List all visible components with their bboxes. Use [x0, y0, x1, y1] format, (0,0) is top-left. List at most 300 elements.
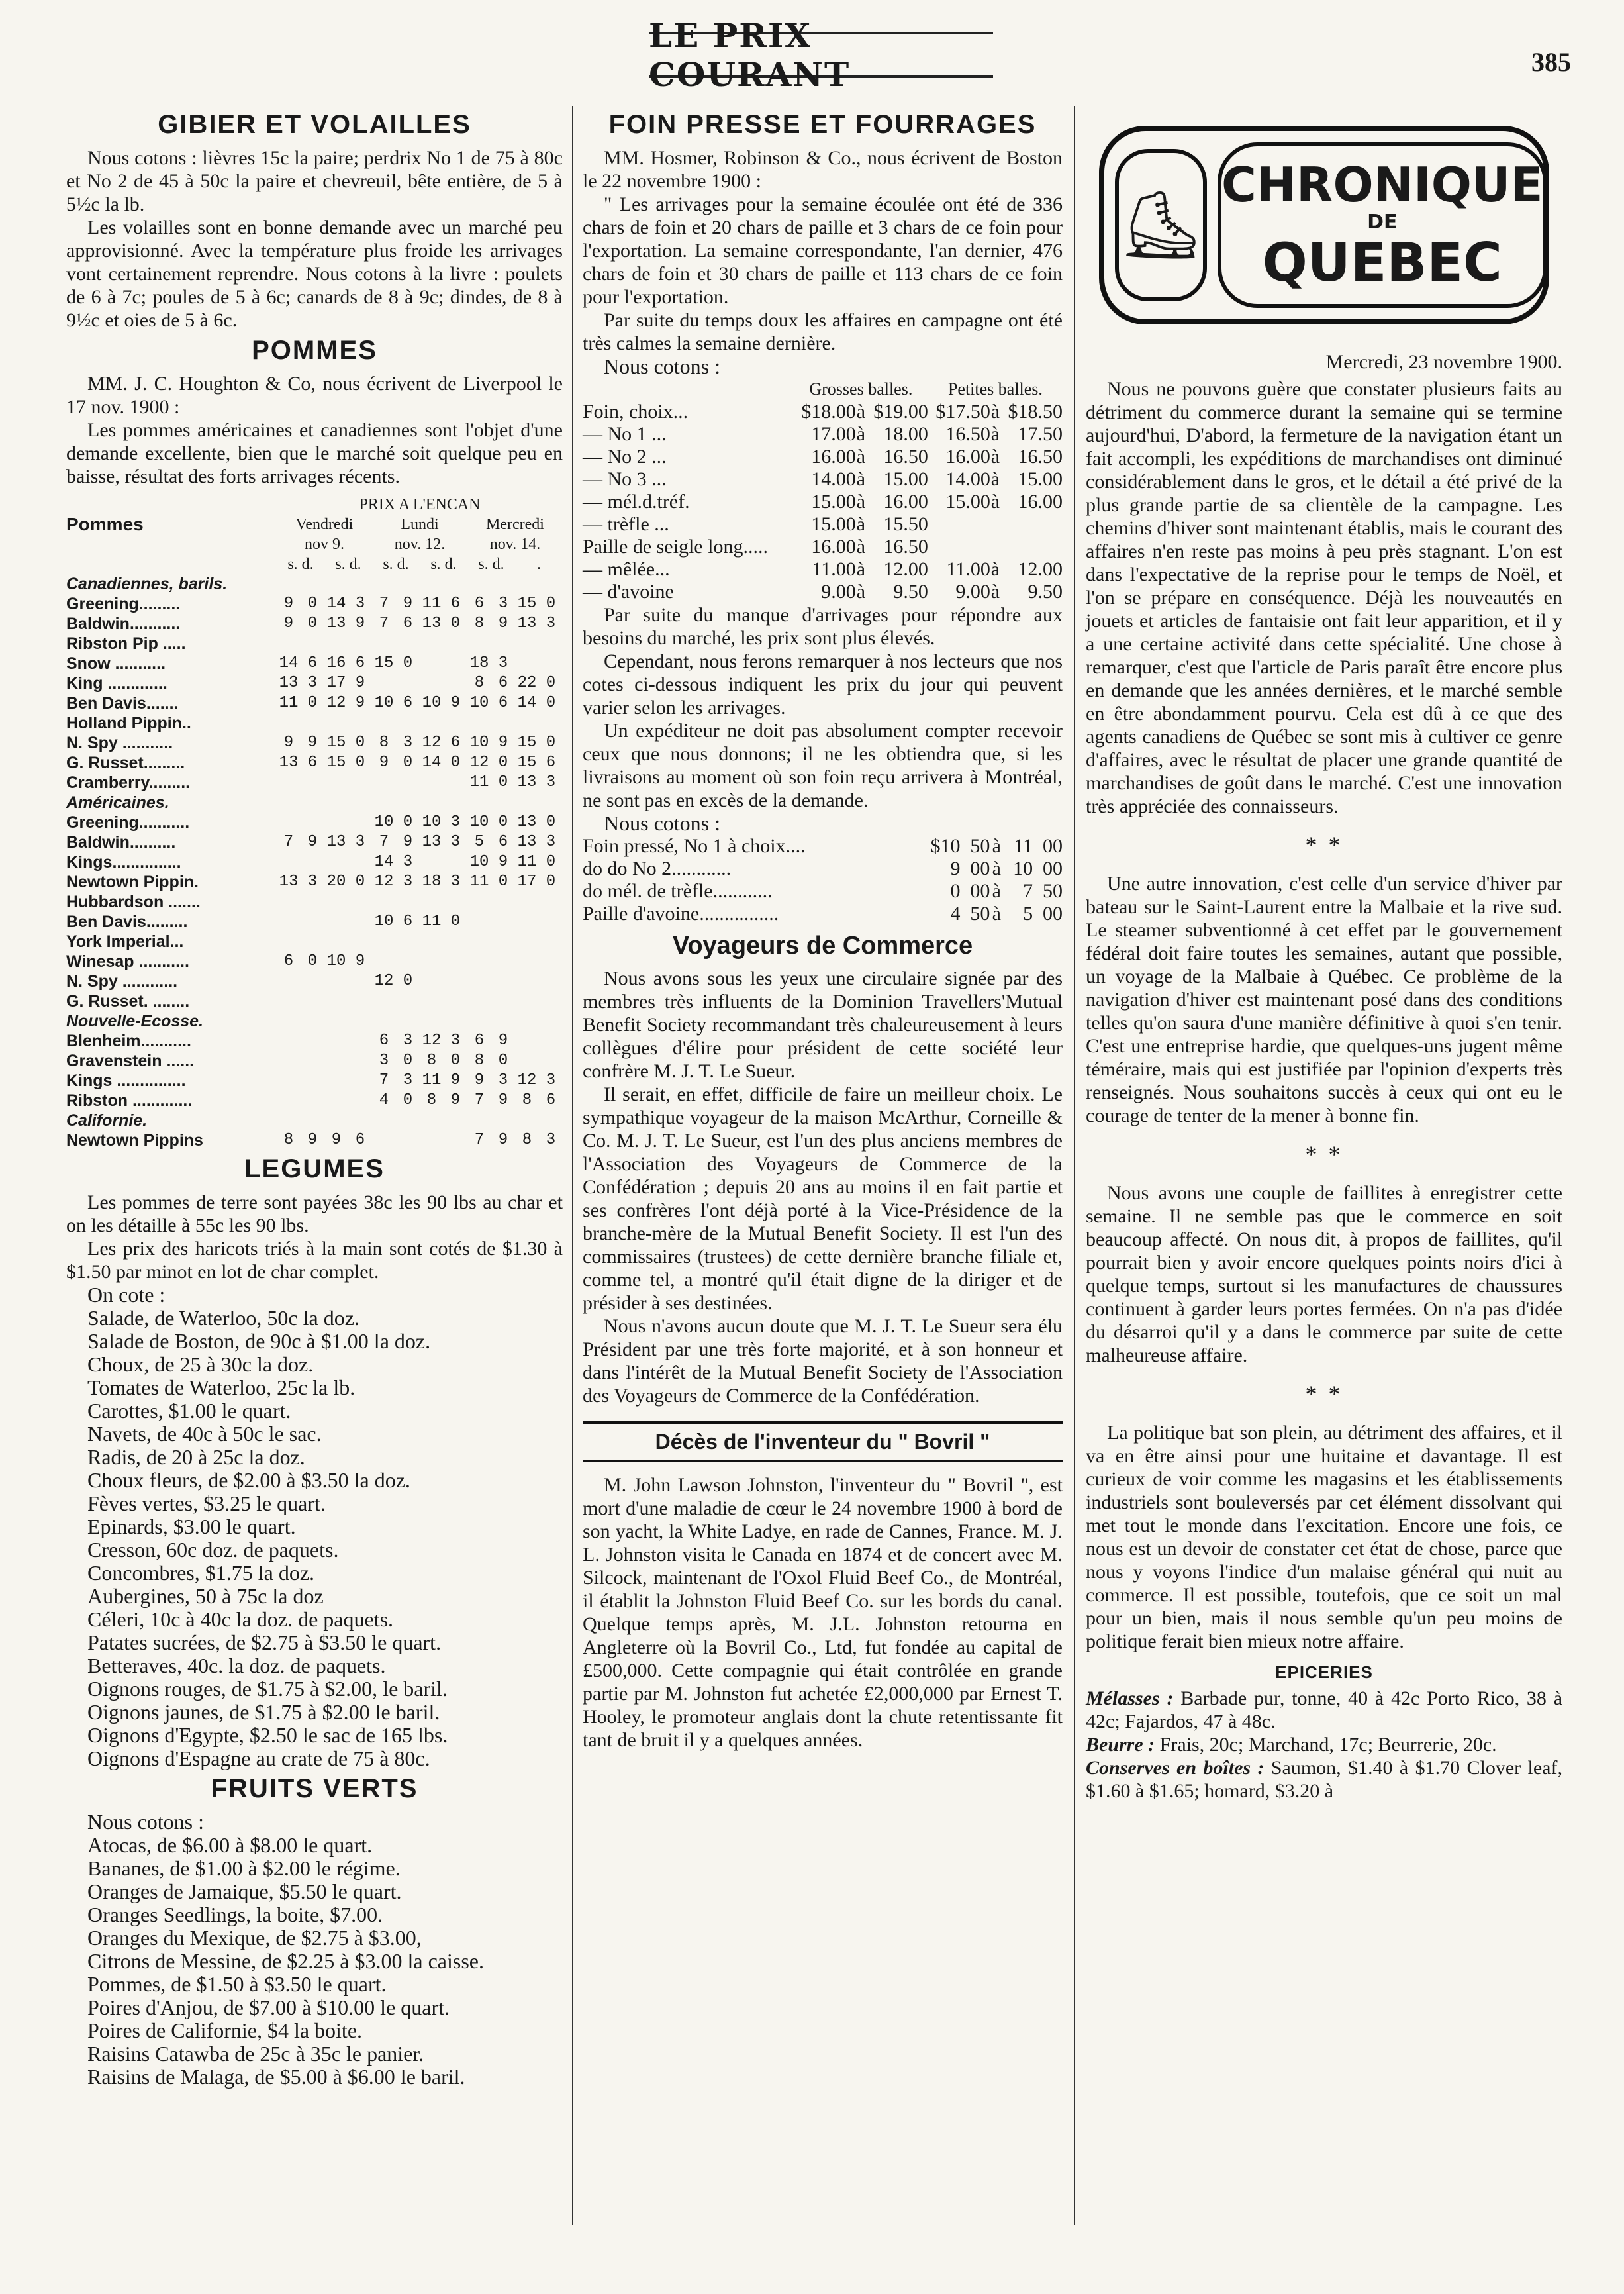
- price-cell: 9.00: [821, 581, 856, 603]
- price-cell: [539, 912, 563, 932]
- price-cell: à: [990, 468, 1000, 490]
- list-item: Fèves vertes, $3.25 le quart.: [87, 1492, 326, 1515]
- price-cell: 9: [307, 734, 318, 752]
- price-cell: 0: [450, 615, 461, 632]
- price-cell: 12: [422, 1032, 442, 1050]
- price-cell: 0: [498, 754, 508, 772]
- paragraph: Les pommes américaines et canadiennes sont l'objet d'une demande excellente, bien que le marché soit quelque peu en baisse, résultat des forts arrivages récents.: [66, 419, 563, 487]
- price-cell: 0: [403, 654, 413, 672]
- price-cell: [1000, 536, 1063, 558]
- price-cell: 15.00: [945, 491, 990, 513]
- hay-grade: Paille d'avoine................: [583, 903, 779, 924]
- price-cell: [539, 892, 563, 912]
- price-cell: 0: [498, 873, 508, 891]
- price-cell: [539, 952, 563, 972]
- variety-name: Greening.........: [66, 595, 181, 613]
- table-header-pommes: Pommes: [66, 514, 144, 534]
- price-cell: [277, 912, 301, 932]
- price-cell: [491, 634, 515, 654]
- price-cell: [467, 912, 491, 932]
- price-cell: [539, 1051, 563, 1071]
- price-cell: 0: [403, 754, 413, 772]
- price-cell: 10: [469, 813, 489, 831]
- price-cell: 6: [498, 674, 508, 692]
- price-cell: 9: [283, 734, 294, 752]
- price-cell: 8: [379, 734, 389, 752]
- price-cell: [372, 634, 396, 654]
- price-cell: [444, 634, 467, 654]
- price-cell: 13: [422, 615, 442, 632]
- price-cell: à: [856, 423, 866, 445]
- price-cell: 0: [403, 972, 413, 990]
- legumes-list: [66, 1307, 563, 1770]
- variety-name: Kings ...............: [66, 1072, 186, 1090]
- list-item: Raisins de Malaga, de $5.00 à $6.00 le baril.: [87, 2066, 465, 2089]
- variety-name: York Imperial...: [66, 932, 184, 951]
- masthead: [0, 0, 1624, 94]
- price-cell: [348, 813, 372, 832]
- price-cell: 9: [498, 734, 508, 752]
- list-item: Céleri, 10c à 40c la doz. de paquets.: [87, 1608, 394, 1631]
- separator-stars: * *: [1305, 832, 1343, 858]
- variety-name: Hubbardson .......: [66, 893, 201, 911]
- price-cell: [467, 892, 491, 912]
- table-row: [66, 991, 563, 1011]
- price-cell: 14: [374, 853, 394, 871]
- price-cell: [444, 773, 467, 793]
- price-cell: 18: [422, 873, 442, 891]
- price-cell: [539, 972, 563, 991]
- hay-grade: — trèfle ...: [583, 513, 669, 535]
- table-row: [66, 872, 563, 892]
- price-cell: [348, 852, 372, 872]
- list-item: Radis, de 20 à 25c la doz.: [87, 1446, 305, 1469]
- price-cell: 9.50: [893, 581, 928, 603]
- hay-grade: — No 1 ...: [583, 423, 667, 445]
- price-cell: $18.00: [801, 401, 856, 423]
- price-cell: 15: [326, 754, 346, 772]
- price-cell: [348, 1071, 372, 1091]
- price-cell: 3: [403, 1032, 413, 1050]
- price-cell: 16.50: [1018, 446, 1063, 468]
- price-cell: [324, 813, 348, 832]
- list-item: Pommes, de $1.50 à $3.50 le quart.: [87, 1973, 387, 1996]
- column-2: [583, 106, 1063, 1752]
- table-row: [66, 693, 563, 713]
- list-item: Aubergines, 50 à 75c la doz: [87, 1585, 324, 1608]
- price-cell: 9.50: [1027, 581, 1063, 603]
- table-row: [583, 558, 1063, 581]
- table-row: [66, 1051, 563, 1071]
- price-cell: 12: [517, 1072, 537, 1089]
- price-cell: 14: [279, 654, 299, 672]
- price-cell: 13: [326, 615, 346, 632]
- price-cell: [324, 1071, 348, 1091]
- price-cell: 0: [450, 1052, 461, 1070]
- price-cell: [277, 1031, 301, 1051]
- price-cell: à: [992, 835, 1001, 857]
- chronique-header: [1099, 126, 1549, 324]
- price-cell: [444, 952, 467, 972]
- chronique-title-line: QUEBEC: [1262, 232, 1502, 293]
- price-cell: [928, 513, 990, 536]
- price-cell: [277, 932, 301, 952]
- price-cell: [420, 952, 444, 972]
- price-cell: 0: [498, 1052, 508, 1070]
- price-cell: [420, 773, 444, 793]
- price-cell: à: [856, 558, 866, 580]
- list-item: Poires d'Anjou, de $7.00 à $10.00 le quart.: [87, 1996, 450, 2019]
- price-cell: [324, 713, 348, 733]
- price-cell: [467, 713, 491, 733]
- price-cell: 6: [474, 595, 485, 613]
- price-cell: 15: [517, 734, 537, 752]
- price-cell: 12: [469, 754, 489, 772]
- price-cell: à: [992, 903, 1001, 924]
- table-row: [583, 880, 1063, 903]
- day-header: Mercredi: [486, 516, 544, 533]
- price-cell: 6: [307, 654, 318, 672]
- list-item: Poires de Californie, $4 la boite.: [87, 2019, 363, 2042]
- price-cell: [990, 513, 1000, 536]
- price-cell: [491, 972, 515, 991]
- price-cell: [372, 932, 396, 952]
- apple-price-table: [66, 495, 563, 1150]
- price-cell: [301, 634, 324, 654]
- price-cell: 10: [374, 913, 394, 930]
- price-cell: [324, 912, 348, 932]
- price-cell: 4: [950, 903, 961, 924]
- price-cell: [444, 892, 467, 912]
- variety-name: Cramberry.........: [66, 773, 191, 792]
- price-cell: 9: [450, 1091, 461, 1109]
- price-cell: à: [990, 423, 1000, 445]
- hay-grade: Foin, choix...: [583, 401, 689, 423]
- hay-grade: — mêlée...: [583, 558, 670, 580]
- price-cell: 9: [379, 754, 389, 772]
- price-cell: [491, 912, 515, 932]
- price-cell: [324, 1031, 348, 1051]
- price-cell: 9.00: [955, 581, 990, 603]
- price-cell: 13: [422, 833, 442, 851]
- hay-grade: do mél. de trèfle............: [583, 880, 773, 902]
- variety-name: Winesap ...........: [66, 952, 189, 971]
- price-cell: 16.00: [1018, 491, 1063, 513]
- price-cell: [539, 1031, 563, 1051]
- price-cell: 15.00: [883, 468, 928, 490]
- price-cell: 15.50: [883, 513, 928, 535]
- price-cell: 9: [950, 858, 961, 879]
- price-cell: 6: [283, 952, 294, 970]
- item-text: Saumon, $1.40 à $1.70 Clover leaf, $1.60 à $1.65; homard, $3.20 à: [1086, 1757, 1562, 1802]
- price-cell: 9: [331, 1131, 342, 1149]
- price-cell: [420, 852, 444, 872]
- price-cell: [444, 991, 467, 1011]
- price-cell: [420, 673, 444, 693]
- price-cell: [348, 972, 372, 991]
- price-cell: [372, 1130, 396, 1150]
- table-row: [66, 892, 563, 912]
- price-cell: [277, 1051, 301, 1071]
- price-cell: à: [856, 491, 866, 513]
- variety-name: G. Russet. ........: [66, 992, 190, 1011]
- variety-name: N. Spy ...........: [66, 734, 173, 752]
- price-cell: [372, 952, 396, 972]
- table-row: [66, 673, 563, 693]
- variety-name: Baldwin..........: [66, 833, 176, 852]
- price-cell: 9: [403, 595, 413, 613]
- paragraph: [1086, 1733, 1562, 1756]
- unit-header: .: [537, 556, 541, 573]
- price-cell: 3: [355, 833, 365, 851]
- skater-illustration-icon: ⛸: [1115, 149, 1207, 301]
- price-cell: 0: [546, 674, 556, 692]
- price-cell: 0: [307, 595, 318, 613]
- price-cell: à: [990, 446, 1000, 468]
- table-row: [66, 952, 563, 972]
- price-cell: 15.00: [1018, 468, 1063, 490]
- price-cell: 9: [450, 694, 461, 712]
- price-cell: [301, 932, 324, 952]
- section-title-fruits: FRUITS VERTS: [211, 1774, 418, 1803]
- table-row: [583, 513, 1063, 536]
- table-row: [583, 446, 1063, 468]
- separator-stars: * *: [1305, 1381, 1343, 1407]
- price-cell: [277, 1091, 301, 1111]
- price-cell: 16.00: [811, 536, 856, 558]
- list-intro: On cote :: [87, 1283, 166, 1307]
- price-cell: 7: [1023, 880, 1033, 902]
- price-cell: [420, 932, 444, 952]
- price-cell: à: [856, 446, 866, 468]
- price-cell: 0: [403, 1091, 413, 1109]
- price-cell: à: [990, 581, 1000, 603]
- price-cell: 9: [307, 833, 318, 851]
- paragraph: Un expéditeur ne doit pas absolument compter recevoir ceux que nous donnons; il ne les obtiendra que, si les livraisons au moment où son foin reçu arrivera à Montréal, ne sont pas en excès de la demande.: [583, 720, 1063, 811]
- price-cell: [324, 1091, 348, 1111]
- table-row: [583, 835, 1063, 858]
- list-item: Salade, de Waterloo, 50c la doz.: [87, 1307, 359, 1330]
- price-cell: 16.00: [883, 491, 928, 513]
- hay-grade: — No 3 ...: [583, 468, 667, 490]
- price-cell: 5: [1023, 903, 1033, 924]
- price-cell: 15.00: [811, 491, 856, 513]
- price-cell: 3: [546, 773, 556, 791]
- list-item: Raisins Catawba de 25c à 35c le panier.: [87, 2042, 424, 2066]
- item-text: Frais, 20c; Marchand, 17c; Beurrerie, 20c.: [1159, 1734, 1497, 1756]
- list-item: Oranges de Jamaique, $5.50 le quart.: [87, 1880, 402, 1903]
- price-cell: 00: [1043, 858, 1063, 879]
- variety-name: Greening...........: [66, 813, 190, 832]
- list-item: Oignons rouges, de $1.75 à $2.00, le baril.: [87, 1677, 448, 1701]
- price-cell: 3: [546, 1072, 556, 1089]
- price-cell: 12: [374, 972, 394, 990]
- table-row: [66, 1091, 563, 1111]
- paragraph: Nous avons une couple de faillites à enregistrer cette semaine. Il ne semble pas que le commerce en soit beaucoup affecté. On nous dit, à propos de faillites, qu'il pourrait bien y avoir encore quelques points noirs d'ici à quelque temps, surtout si les manufactures de chaussures continuent à garder leurs portes fermées. On n'a pas d'idée du désarroi qu'il y a dans le commerce par suite de cette malheureuse affaire.: [1086, 1182, 1562, 1366]
- price-cell: [324, 972, 348, 991]
- paragraph: MM. Hosmer, Robinson & Co., nous écrivent de Boston le 22 novembre 1900 :: [583, 147, 1063, 192]
- price-cell: à: [990, 491, 1000, 513]
- price-cell: 13: [279, 674, 299, 692]
- price-cell: [515, 1051, 539, 1071]
- price-cell: 0: [546, 853, 556, 871]
- price-cell: 17: [326, 674, 346, 692]
- price-cell: 16.50: [883, 446, 928, 468]
- date-header: nov 9.: [305, 536, 344, 553]
- price-cell: 3: [355, 595, 365, 613]
- price-cell: 15: [326, 734, 346, 752]
- price-cell: 9: [498, 1032, 508, 1050]
- unit-header: s. d.: [430, 556, 457, 573]
- price-cell: 3: [403, 873, 413, 891]
- price-cell: [277, 813, 301, 832]
- price-cell: à: [990, 401, 1000, 423]
- price-cell: [539, 932, 563, 952]
- price-cell: [277, 991, 301, 1011]
- item-label: Conserves en boîtes :: [1086, 1757, 1265, 1779]
- price-cell: 17.50: [1018, 423, 1063, 445]
- price-cell: 11: [422, 913, 442, 930]
- price-cell: [301, 773, 324, 793]
- section-title-deces: Décès de l'inventeur du " Bovril ": [583, 1421, 1063, 1462]
- fruits-list: [66, 1834, 563, 2089]
- price-cell: [467, 932, 491, 952]
- price-cell: 10: [422, 694, 442, 712]
- price-cell: [515, 991, 539, 1011]
- paragraph: [1086, 1687, 1562, 1733]
- table-row: [66, 634, 563, 654]
- list-item: Concombres, $1.75 la doz.: [87, 1562, 315, 1585]
- price-cell: [348, 773, 372, 793]
- table-row: [66, 594, 563, 614]
- table-row: [66, 912, 563, 932]
- price-cell: 10: [422, 813, 442, 831]
- table-row: [66, 654, 563, 673]
- section-title-gibier: GIBIER ET VOLAILLES: [158, 110, 471, 139]
- price-cell: 0: [498, 773, 508, 791]
- section-title-voyageurs: Voyageurs de Commerce: [672, 932, 973, 960]
- price-cell: à: [856, 401, 866, 423]
- price-cell: [348, 713, 372, 733]
- price-cell: [420, 892, 444, 912]
- price-cell: [539, 654, 563, 673]
- paragraph: Une autre innovation, c'est celle d'un service d'hiver par bateau sur le Saint-Laurent entre la Malbaie et la rive sud. Le steamer subventionné à cet effet par le gouvernement fédéral doit faire toutes les semaines, autant que possible, un voyage de la Malbaie à Québec. Ce problème de la navigation d'hiver est maintenant posé dans des conditions telles qu'on saura d'une manière définitive à quoi s'en tenir. C'est une entreprise hardie, que quelques-uns jugent même téméraire, mais qui est justifiée par l'opinion d'experts très renseignés. Nous souhaitons succès à ceux qui ont eu le courage de tenter de la mener à bonne fin.: [1086, 873, 1562, 1126]
- price-cell: 13: [517, 813, 537, 831]
- list-item: Citrons de Messine, de $2.25 à $3.00 la caisse.: [87, 1950, 484, 1973]
- price-cell: [396, 932, 420, 952]
- price-cell: 9: [355, 694, 365, 712]
- section-title-legumes: LEGUMES: [244, 1154, 385, 1183]
- epiceries-section: [1086, 1662, 1562, 1803]
- list-intro: Nous cotons :: [604, 355, 720, 378]
- price-cell: 3: [450, 1032, 461, 1050]
- price-cell: 0: [307, 615, 318, 632]
- price-cell: 0: [403, 813, 413, 831]
- section-title-pommes: POMMES: [252, 336, 377, 365]
- hay-grade: — No 2 ...: [583, 446, 667, 468]
- paragraph: Nous avons sous les yeux une circulaire signée par des membres très influents de la Dominion Travellers'Mutual Benefit Society recommandant très chaleureusement à leurs collègues d'élire pour président de cette société leur confrère M. J. T. Le Sueur.: [583, 968, 1063, 1082]
- table-row: [583, 581, 1063, 603]
- paragraph: Nous cotons : lièvres 15c la paire; perdrix No 1 de 75 à 80c et No 2 de 45 à 50c la paire et chevreuil, bête entière, de 5 à 5½c la lb.: [66, 147, 563, 215]
- price-cell: 20: [326, 873, 346, 891]
- table-row: [583, 468, 1063, 491]
- price-cell: [444, 673, 467, 693]
- price-cell: $18.50: [1008, 401, 1063, 423]
- column-1: [66, 106, 563, 2089]
- price-cell: 50: [970, 903, 990, 924]
- variety-name: Blenheim...........: [66, 1032, 191, 1050]
- price-cell: 10: [469, 694, 489, 712]
- price-cell: 0: [546, 734, 556, 752]
- price-cell: 22: [517, 674, 537, 692]
- table-row: [66, 1071, 563, 1091]
- price-cell: 3: [450, 873, 461, 891]
- price-cell: 3: [546, 615, 556, 632]
- price-cell: 3: [546, 833, 556, 851]
- variety-name: Baldwin...........: [66, 615, 181, 633]
- price-cell: [324, 634, 348, 654]
- price-cell: 10: [374, 694, 394, 712]
- price-cell: [444, 972, 467, 991]
- variety-name: Ribston .............: [66, 1091, 193, 1110]
- price-cell: 9: [498, 615, 508, 632]
- price-cell: 11: [279, 694, 299, 712]
- price-cell: [1000, 513, 1063, 536]
- day-header: Vendredi: [295, 516, 354, 533]
- price-cell: 0: [498, 813, 508, 831]
- price-cell: [420, 972, 444, 991]
- price-cell: [539, 713, 563, 733]
- list-item: Oranges Seedlings, la boite, $7.00.: [87, 1903, 383, 1926]
- paragraph: Les pommes de terre sont payées 38c les 90 lbs au char et on les détaille à 55c les 90 lbs.: [66, 1191, 563, 1236]
- price-cell: 7: [379, 615, 389, 632]
- table-row: [583, 491, 1063, 513]
- price-cell: 7: [379, 1072, 389, 1089]
- price-cell: 0: [450, 913, 461, 930]
- list-item: Tomates de Waterloo, 25c la lb.: [87, 1376, 356, 1399]
- price-cell: 0: [546, 694, 556, 712]
- price-cell: 9: [355, 952, 365, 970]
- paragraph: Nous ne pouvons guère que constater plusieurs faits au détriment du commerce durant la semaine qui se termine aujourd'hui, D'abord, la fermeture de la navigation étant un fait accompli, les expéditions de marchandises ont diminué considérablement dans le gros, et le détail a été privé de la plus grande partie de sa clientèle de la campagne. Les chemins d'hiver sont maintenant établis, mais le courant des affaires n'en reste pas moins à peu près stagnant. L'on est dans l'expectative de la reprise pour le temps de Noël, et l'on se prépare en conséquence. Déjà les nouveautés en jouets et articles de fantaisie ont fait leur apparition, et il y a une certaine activité dans cette spécialité. Une chose à remarquer, c'est que l'article de Paris paraît être encore plus en demande que les années dernières, et le marché semble en être abondamment pourvu. Cela est dû à ce que des agents canadiens de Québec se sont mis à cultiver ce genre d'affaires, avec le résultat de placer une grande quantité de marchandises de goût dans le marché. C'est une innovation très appréciée des connaisseurs.: [1086, 378, 1562, 817]
- price-cell: [515, 932, 539, 952]
- price-cell: [396, 673, 420, 693]
- price-cell: [539, 991, 563, 1011]
- paragraph: Les volailles sont en bonne demande avec un marché peu approvisionné. Avec la température plus froide les arrivages vont certainement reprendre. Nous cotons à la livre : poulets de 6 à 7c; poules de 5 à 6c; canards de 8 à 9c; dindes, de 8 à 9½c et oies de 5 à 6c.: [66, 217, 563, 331]
- price-cell: [277, 972, 301, 991]
- price-cell: 13: [279, 873, 299, 891]
- price-cell: [444, 713, 467, 733]
- price-cell: 0: [546, 873, 556, 891]
- price-cell: 3: [498, 654, 508, 672]
- price-cell: 14.00: [811, 468, 856, 490]
- price-cell: [301, 852, 324, 872]
- list-item: Oignons d'Egypte, $2.50 le sac de 165 lbs.: [87, 1724, 448, 1747]
- table-row: [66, 614, 563, 634]
- price-cell: [324, 852, 348, 872]
- dateline: Mercredi, 23 novembre 1900.: [1325, 351, 1562, 373]
- price-cell: 6: [498, 694, 508, 712]
- price-cell: 14: [326, 595, 346, 613]
- price-cell: [420, 991, 444, 1011]
- price-cell: [539, 634, 563, 654]
- price-cell: 11.00: [946, 558, 990, 580]
- price-cell: 15: [517, 595, 537, 613]
- price-cell: 17.00: [811, 423, 856, 445]
- table-row: [583, 903, 1063, 925]
- chronique-title-line: CHRONIQUE: [1221, 157, 1543, 213]
- paragraph: Par suite du temps doux les affaires en campagne ont été très calmes la semaine dernière.: [583, 309, 1063, 354]
- hay-grade: — d'avoine: [583, 581, 674, 603]
